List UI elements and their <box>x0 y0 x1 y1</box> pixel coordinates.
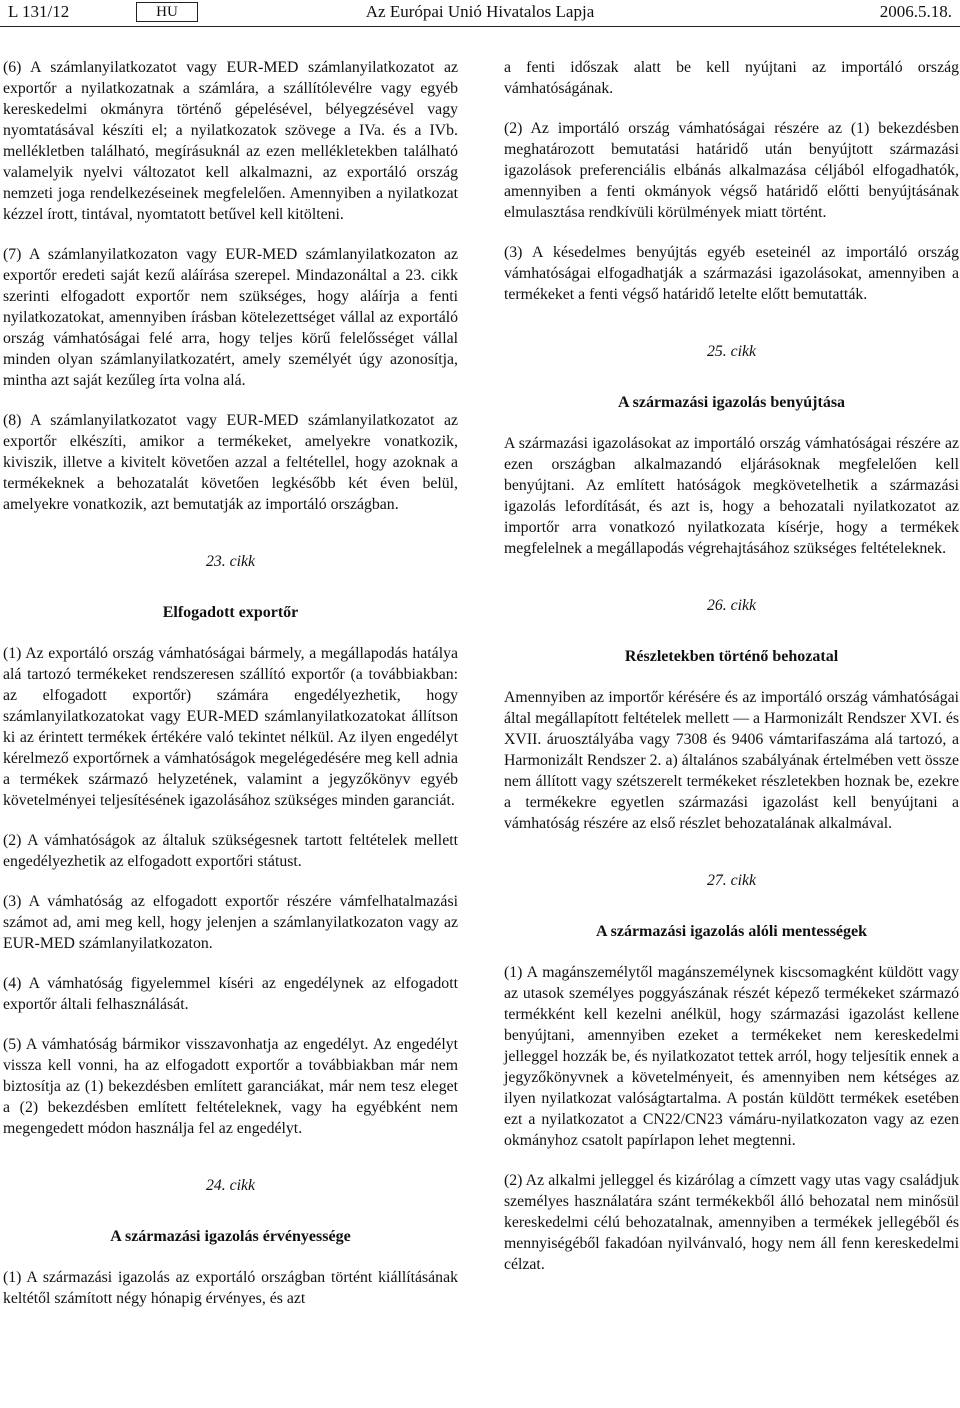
paragraph: (7) A számlanyilatkozaton vagy EUR-MED számlanyilatkozaton az exportőr eredeti saját kezű aláírása szerepel. Mindazonáltal a 23. cikk szerinti elfogadott exportőr nem szükséges, hogy aláírja a fenti nyilatkozatokat, amennyiben írásban kötelezettséget vállal az exportáló ország vámhatóságai felé arra, hogy teljes körű felelősséget vállal minden olyan számlanyilatkozatért, amely személyét úgy azonosítja, mintha azt saját kezűleg írta volna alá. <box>3 246 458 389</box>
paragraph: (1) Az exportáló ország vámhatóságai bármely, a megállapodás hatálya alá tartozó termékeket rendszeresen szállító exportőr (a továbbiakban: az elfogadott exportőr) számára engedélyezhetik, hogy számlanyilatkozatokat vagy EUR-MED számlanyilatkozatokat állítson ki az érintett termékek értékére való tekintet nélkül. Az ilyen engedélyt kérelmező exportőrnek a vámhatóságok megelégedésére meg kell adnia a termékek származó helyzetének, valamint a jegyzőkönyv egyéb követelményei teljesítésének igazolásához szükséges minden garanciát. <box>3 645 458 809</box>
paragraph: (4) A vámhatóság figyelemmel kíséri az engedélynek az elfogadott exportőr általi felhasználását. <box>3 975 458 1013</box>
paragraph: (2) Az alkalmi jelleggel és kizárólag a címzett vagy utas vagy családjuk személyes használatára szánt termékekből álló behozatal nem minősül kereskedelmi célú behozatalnak, amennyiben a termékek jellegéből és mennyiségéből fakadóan nyilvánvaló, hogy nem áll fenn kereskedelmi célzat. <box>504 1172 959 1273</box>
article-number: 26. cikk <box>706 597 757 614</box>
article-number: 24. cikk <box>205 1177 256 1194</box>
language-badge: HU <box>136 2 198 22</box>
paragraph: (3) A vámhatóság az elfogadott exportőr részére vámfelhatalmazási számot ad, ami meg kell, hogy jelenjen a számlanyilatkozaton vagy az EUR-MED számlanyilatkozaton. <box>3 893 458 952</box>
paragraph: (8) A számlanyilatkozatot vagy EUR-MED számlanyilatkozatot az exportőr elkészíti, amikor a termékeket, amelyekre vonatkozik, kiviszik, illetve a kivitelt követően azzal a feltétellel, hogy azoknak a termékeknek a behozatalát követően legkésőbb két éven belül, amelyekre vonatkozik, azt bemutatják az importáló országban. <box>3 412 458 513</box>
right-column <box>504 57 959 1275</box>
article-number: 27. cikk <box>706 872 757 889</box>
paragraph: (6) A számlanyilatkozatot vagy EUR-MED számlanyilatkozatot az exportőr a nyilatkozatnak a számlára, a szállítólevélre vagy egyéb kereskedelmi okmányra történő gépelésével, bélyegzésével vagy nyomtatásával készíti el; a nyilatkozatok szövege a IVa. és a IVb. mellékletben található, megírásuknál az ezen mellékletekben található valamelyik nyelvi változatot kell alkalmazni, az exportáló ország nemzeti joga rendelkezéseinek megfelelően. Amennyiben a nyilatkozat kézzel írott, tintával, nyomtatott betűvel kell kitölteni. <box>3 59 458 223</box>
paragraph: (5) A vámhatóság bármikor visszavonhatja az engedélyt. Az engedélyt vissza kell vonni, ha az elfogadott exportőr a továbbiakban már nem biztosítja az (1) bekezdésben említett garanciákat, már nem tesz eleget a (2) bekezdésben említett feltételeknek, vagy ha egyébként nem megengedett módon használja fel az engedélyt. <box>3 1036 458 1137</box>
page-number: L 131/12 <box>8 2 70 21</box>
journal-title: Az Európai Unió Hivatalos Lapja <box>365 2 595 21</box>
paragraph: (1) A magánszemélytől magánszemélynek kiscsomagként küldött vagy az utasok személyes poggyászának részét képező termékeket származó termékként kell kezelni anélkül, hogy származási igazolást kellene benyújtani, amennyiben ezeket a termékeket nem kereskedelmi jelleggel hozzák be, és nyilatkozatot tettek arról, hogy teljesítik ennek a jegyzőkönyvnek a követelményeit, és amennyiben nem kétséges az ilyen nyilatkozat valóságtartalma. A postán küldött termékek esetében ezt a nyilatkozatot a CN22/CN23 vámáru-nyilatkozaton vagy az ezen okmányhoz csatolt papírlapon lehet megtenni. <box>504 964 959 1149</box>
page-header <box>0 0 960 24</box>
paragraph: (1) A származási igazolás az exportáló országban történt kiállításának keltétől számított négy hónapig érvényes, és azt <box>3 1269 458 1307</box>
header-rule <box>0 26 960 27</box>
paragraph: Amennyiben az importőr kérésére és az importáló ország vámhatóságai által megállapított feltételek mellett — a Harmonizált Rendszer XVI. és XVII. áruosztályába vagy 7308 és 9406 vámtarifaszáma alá tartozó, a Harmonizált Rendszer 2. a) általános szabályának értelmében vett össze nem állított vagy szétszerelt termékeket részletekben hoznak be, ezekre a termékekre egyetlen származási igazolást kell benyújtani a vámhatóság részére az első részlet behozatalának alkalmával. <box>504 689 959 832</box>
left-column <box>3 57 458 1309</box>
publication-date: 2006.5.18. <box>879 2 952 21</box>
paragraph: A származási igazolásokat az importáló ország vámhatóságai részére az ezen országban alkalmazandó eljárásoknak megfelelően kell benyújtani. Az említett hatóságok megkövetelhetik a származási igazolás lefordítását, és azt is, hogy a behozatali nyilatkozatot az importőr arra vonatkozó nyilatkozata kísérje, hogy a termékek megfelelnek a megállapodás végrehajtásához szükséges feltételeknek. <box>504 435 959 557</box>
article-title: A származási igazolás benyújtása <box>617 394 846 411</box>
paragraph: a fenti időszak alatt be kell nyújtani az importáló ország vámhatóságának. <box>504 59 959 97</box>
paragraph: (3) A késedelmes benyújtás egyéb eseteinél az importáló ország vámhatóságai elfogadhatják a származási igazolásokat, amennyiben a termékeket a fenti végső határidő letelte előtt bemutatták. <box>504 244 959 303</box>
paragraph: (2) Az importáló ország vámhatóságai részére az (1) bekezdésben meghatározott bemutatási határidő után benyújtott származási igazolások preferenciális elbánás alkalmazása céljából elfogadhatók, amennyiben a fenti okmányok végső határidő előtti benyújtásának elmulasztása rendkívüli körülmények miatt történt. <box>504 120 959 221</box>
article-title: Részletekben történő behozatal <box>624 648 839 665</box>
article-title: Elfogadott exportőr <box>162 604 299 621</box>
paragraph: (2) A vámhatóságok az általuk szükségesnek tartott feltételek mellett engedélyezhetik az elfogadott exportőri státust. <box>3 832 458 870</box>
article-title: A származási igazolás alóli mentességek <box>595 923 868 940</box>
article-title: A származási igazolás érvényessége <box>110 1228 351 1245</box>
article-number: 25. cikk <box>706 343 757 360</box>
article-number: 23. cikk <box>205 553 256 570</box>
